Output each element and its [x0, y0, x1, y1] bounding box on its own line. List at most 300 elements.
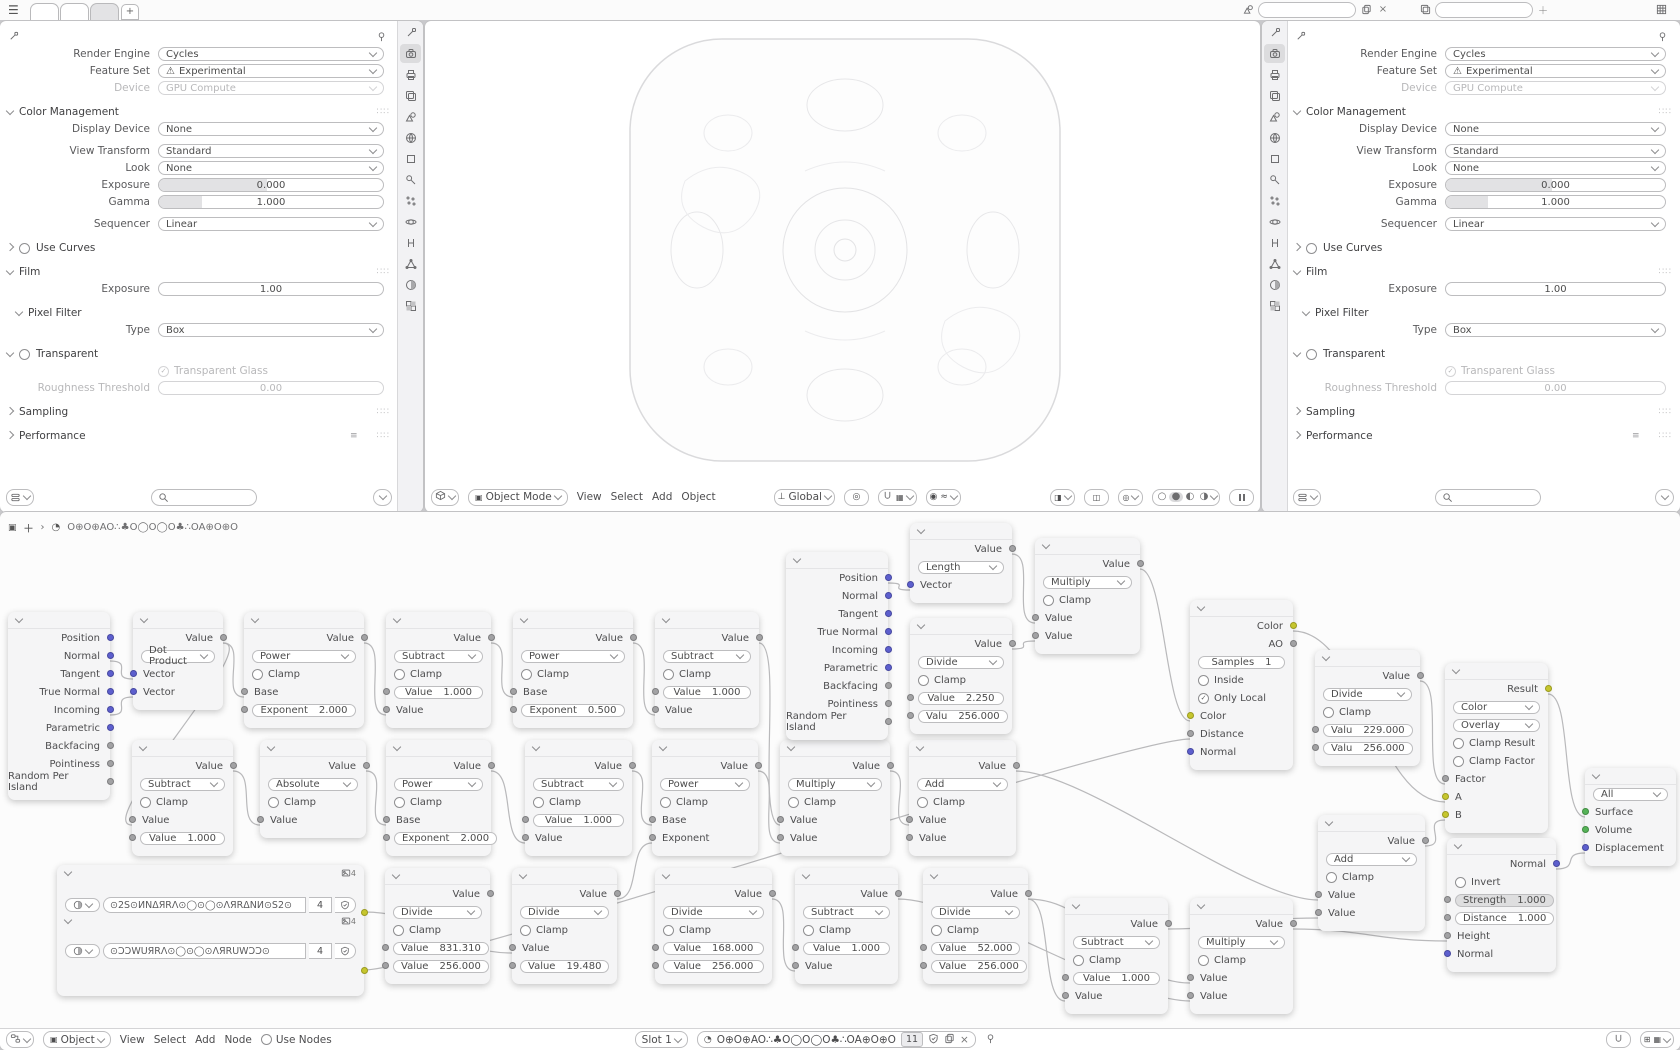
- input-socket-value[interactable]: [906, 816, 913, 823]
- properties-search-input[interactable]: [1457, 491, 1521, 503]
- output-socket-ao[interactable]: [1290, 640, 1297, 647]
- value-socket[interactable]: [522, 816, 529, 823]
- node-power[interactable]: [652, 740, 758, 856]
- value-socket[interactable]: [510, 706, 517, 713]
- collapse-icon[interactable]: [392, 871, 400, 879]
- input-socket-base[interactable]: [649, 816, 656, 823]
- node-header[interactable]: [795, 868, 898, 885]
- checkbox-clamp[interactable]: [795, 925, 851, 936]
- output-socket-pointiness[interactable]: [885, 700, 892, 707]
- collapse-icon[interactable]: [793, 555, 801, 563]
- operation-dropdown[interactable]: [1453, 701, 1540, 714]
- section-film[interactable]: [0, 264, 398, 280]
- snapping-button[interactable]: [1606, 1031, 1631, 1048]
- input-socket-value[interactable]: [777, 816, 784, 823]
- collapse-icon[interactable]: [916, 743, 924, 751]
- shading-solid-active[interactable]: ●: [1169, 492, 1183, 502]
- value-socket[interactable]: [1062, 974, 1069, 981]
- value-socket[interactable]: [383, 834, 390, 841]
- operation-dropdown[interactable]: [1198, 936, 1285, 949]
- node-header[interactable]: [57, 913, 364, 929]
- pivot-point-button[interactable]: ◎: [844, 489, 869, 506]
- properties-tab-scene[interactable]: [1264, 107, 1285, 126]
- input-socket-value[interactable]: [129, 816, 136, 823]
- collapse-icon[interactable]: [1322, 653, 1330, 661]
- collapse-icon[interactable]: [917, 621, 925, 629]
- collapse-icon[interactable]: [139, 743, 147, 751]
- checkbox-transparent-glass[interactable]: ✓: [158, 366, 169, 377]
- value-socket[interactable]: [652, 688, 659, 695]
- output-socket-value[interactable]: [1165, 920, 1172, 927]
- checkbox-inside[interactable]: [1190, 675, 1244, 686]
- value-field-exponent[interactable]: [394, 832, 497, 845]
- collapse-icon[interactable]: [532, 743, 540, 751]
- checkbox-clamp[interactable]: [1065, 955, 1121, 966]
- output-socket-random-per-island[interactable]: [885, 718, 892, 725]
- shading-wireframe[interactable]: ○: [1157, 491, 1167, 502]
- collapse-icon[interactable]: [930, 871, 938, 879]
- node-header[interactable]: [1445, 663, 1548, 680]
- node-header[interactable]: [1585, 768, 1676, 785]
- node-divide[interactable]: [385, 868, 490, 984]
- value-field-value[interactable]: [663, 686, 751, 699]
- xray-toggle[interactable]: ◫: [1084, 489, 1109, 506]
- prop-field-look[interactable]: [1445, 161, 1666, 175]
- node-link[interactable]: [233, 771, 260, 825]
- input-socket-normal[interactable]: [1444, 950, 1451, 957]
- value-socket[interactable]: [1312, 726, 1319, 733]
- input-socket-value[interactable]: [1032, 632, 1039, 639]
- value-field-value[interactable]: [931, 942, 1020, 955]
- node-header[interactable]: [512, 868, 617, 885]
- value-field-exponent[interactable]: [252, 704, 356, 717]
- node-length[interactable]: [910, 523, 1012, 603]
- properties-tab-view-layer[interactable]: [400, 86, 421, 105]
- collapse-icon[interactable]: [1454, 841, 1462, 849]
- overlays-dropdown[interactable]: ◎: [1118, 489, 1143, 506]
- checkbox-transparent-glass[interactable]: ✓: [1445, 366, 1456, 377]
- shading-material[interactable]: ◐: [1185, 491, 1195, 502]
- node-header[interactable]: [1315, 650, 1420, 667]
- output-socket-backfacing[interactable]: [107, 742, 114, 749]
- properties-tab-tool[interactable]: [1264, 23, 1285, 42]
- use-nodes-checkbox[interactable]: Use Nodes: [261, 1034, 332, 1046]
- copy-scene-icon[interactable]: [1359, 3, 1373, 17]
- editor-type-button[interactable]: [431, 489, 459, 506]
- properties-tab-output[interactable]: [1264, 65, 1285, 84]
- input-socket-value[interactable]: [1187, 992, 1194, 999]
- value-field-value[interactable]: [663, 942, 764, 955]
- value-field-samples[interactable]: [1198, 656, 1285, 669]
- operation-dropdown[interactable]: [140, 778, 225, 791]
- node-geometry[interactable]: [786, 552, 888, 740]
- pin-icon[interactable]: [1657, 27, 1668, 46]
- node-header[interactable]: [923, 868, 1028, 885]
- input-socket-base[interactable]: [241, 688, 248, 695]
- section-film[interactable]: [1287, 264, 1680, 280]
- operation-dropdown[interactable]: [663, 650, 751, 663]
- checkbox-clamp[interactable]: [1318, 872, 1374, 883]
- menu-node[interactable]: Node: [224, 1033, 252, 1046]
- value-field-value[interactable]: [663, 960, 764, 973]
- checkbox-clamp[interactable]: [386, 797, 442, 808]
- input-socket-b[interactable]: [1442, 811, 1449, 818]
- editor-type-button[interactable]: [6, 1031, 34, 1048]
- value-socket[interactable]: [792, 944, 799, 951]
- output-socket-position[interactable]: [107, 634, 114, 641]
- input-socket-vector[interactable]: [130, 688, 137, 695]
- prop-field-sequencer[interactable]: [1445, 217, 1666, 231]
- checkbox-clamp-result[interactable]: [1445, 738, 1535, 749]
- output-socket-incoming[interactable]: [107, 706, 114, 713]
- input-socket-surface[interactable]: [1582, 808, 1589, 815]
- section-checkbox[interactable]: [1306, 243, 1317, 254]
- output-socket-value[interactable]: [1417, 672, 1424, 679]
- node-link[interactable]: [1140, 569, 1190, 721]
- input-socket-color[interactable]: [1187, 712, 1194, 719]
- node-header[interactable]: [910, 618, 1012, 635]
- input-socket-value[interactable]: [1032, 614, 1039, 621]
- input-socket-exponent[interactable]: [649, 834, 656, 841]
- pause-render-button[interactable]: [1229, 489, 1254, 506]
- prop-field-exposure[interactable]: [1445, 178, 1666, 192]
- value-field-value[interactable]: [140, 832, 225, 845]
- input-socket-distance[interactable]: [1187, 730, 1194, 737]
- collapse-icon[interactable]: [15, 615, 23, 623]
- value-field-value[interactable]: [533, 814, 624, 827]
- input-socket-value[interactable]: [522, 834, 529, 841]
- list-icon[interactable]: ≡: [1632, 431, 1641, 441]
- input-socket-factor[interactable]: [1442, 775, 1449, 782]
- operation-dropdown[interactable]: [663, 906, 764, 919]
- value-field-valu[interactable]: [1323, 724, 1413, 737]
- node-header[interactable]: [786, 552, 888, 569]
- output-socket-value[interactable]: [488, 634, 495, 641]
- node-multiply[interactable]: [780, 740, 890, 856]
- node-link[interactable]: [110, 661, 133, 679]
- checkbox-clamp[interactable]: [244, 669, 300, 680]
- value-socket[interactable]: [652, 944, 659, 951]
- output-socket-value[interactable]: [1009, 545, 1016, 552]
- value-field-value[interactable]: [1073, 972, 1160, 985]
- checkbox-only-local[interactable]: ✓ Only Local: [1190, 693, 1266, 704]
- checkbox-clamp[interactable]: [260, 797, 316, 808]
- properties-tab-render[interactable]: [400, 44, 421, 63]
- collapse-icon[interactable]: [787, 743, 795, 751]
- node-divide[interactable]: [655, 868, 772, 984]
- output-socket-result[interactable]: [1545, 685, 1552, 692]
- prop-field-gamma[interactable]: [1445, 195, 1666, 209]
- input-socket-value[interactable]: [1187, 974, 1194, 981]
- node-header[interactable]: [1318, 815, 1425, 832]
- collapse-icon[interactable]: [662, 615, 670, 623]
- node-power[interactable]: [386, 740, 491, 856]
- value-socket[interactable]: [241, 706, 248, 713]
- properties-tab-modifiers[interactable]: [400, 170, 421, 189]
- viewport-3d[interactable]: [425, 21, 1260, 512]
- collapse-icon[interactable]: [662, 871, 670, 879]
- input-socket-value[interactable]: [383, 706, 390, 713]
- input-socket-height[interactable]: [1444, 932, 1451, 939]
- material-users-count[interactable]: 11: [901, 1032, 923, 1047]
- operation-dropdown[interactable]: [918, 561, 1004, 574]
- prop-field-gamma[interactable]: [158, 195, 384, 209]
- value-socket[interactable]: [907, 694, 914, 701]
- operation-dropdown[interactable]: [268, 778, 358, 791]
- shader-type-dropdown[interactable]: ▣ Object: [43, 1031, 111, 1048]
- collapse-icon[interactable]: [1072, 901, 1080, 909]
- node-link[interactable]: [772, 899, 795, 971]
- node-header[interactable]: [1065, 898, 1168, 915]
- node-subtract[interactable]: [1065, 898, 1168, 1014]
- unlink-icon[interactable]: ×: [960, 1033, 969, 1046]
- value-field-strength[interactable]: [1455, 894, 1554, 907]
- node-subtract[interactable]: [795, 868, 898, 984]
- output-socket-value[interactable]: [1013, 762, 1020, 769]
- operation-dropdown[interactable]: [660, 778, 750, 791]
- input-socket-displacement[interactable]: [1582, 844, 1589, 851]
- checkbox-clamp[interactable]: [655, 925, 711, 936]
- output-socket-color[interactable]: [1290, 622, 1297, 629]
- overlays-dropdown[interactable]: ⊞ ▦: [1640, 1031, 1674, 1048]
- collapse-icon[interactable]: [519, 871, 527, 879]
- transform-orientation-dropdown[interactable]: ⊥ Global: [774, 489, 835, 506]
- image-name-field[interactable]: ⊙2S⊙ИNΔЯRΛ⊙◯⊙◯⊙ΛЯRΔNИ⊙S2⊙: [103, 897, 306, 913]
- output-socket-position[interactable]: [885, 574, 892, 581]
- node-header[interactable]: [910, 523, 1012, 540]
- node-header[interactable]: [386, 612, 491, 629]
- prop-field-feature-set[interactable]: [158, 64, 384, 78]
- node-link[interactable]: [364, 643, 386, 715]
- workspace-tab-3-active[interactable]: [90, 3, 119, 21]
- node-divide[interactable]: [923, 868, 1028, 984]
- prop-field-type[interactable]: [158, 323, 384, 337]
- collapse-icon[interactable]: [64, 916, 72, 924]
- section-sampling[interactable]: [1287, 404, 1680, 420]
- node-header[interactable]: [386, 740, 491, 757]
- properties-tab-material[interactable]: [1264, 275, 1285, 294]
- node-header[interactable]: [244, 612, 364, 629]
- input-socket-normal[interactable]: [1187, 748, 1194, 755]
- collapse-icon[interactable]: [917, 526, 925, 534]
- menu-view[interactable]: View: [576, 491, 602, 503]
- node-canvas[interactable]: [0, 512, 1680, 1028]
- checkbox-clamp[interactable]: [386, 669, 442, 680]
- input-socket-value[interactable]: [777, 834, 784, 841]
- operation-dropdown[interactable]: [1043, 576, 1132, 589]
- pin-icon[interactable]: [985, 1033, 996, 1047]
- properties-tab-texture[interactable]: [1264, 296, 1285, 315]
- image-users-count[interactable]: 4: [309, 943, 332, 959]
- output-socket-value[interactable]: [755, 762, 762, 769]
- value-field-value[interactable]: [520, 960, 609, 973]
- view-layer-name-field[interactable]: [1435, 2, 1533, 18]
- fake-user-shield-icon[interactable]: [335, 943, 356, 959]
- input-socket-value[interactable]: [1315, 891, 1322, 898]
- node-header[interactable]: [385, 868, 490, 885]
- grid-icon[interactable]: [1654, 3, 1668, 17]
- mode-dropdown[interactable]: ▣ Object Mode: [468, 489, 568, 506]
- node-link[interactable]: [1556, 853, 1585, 869]
- section-color-management[interactable]: [1287, 104, 1680, 120]
- checkbox-clamp[interactable]: [910, 675, 966, 686]
- section-use-curves[interactable]: [0, 240, 398, 256]
- list-icon[interactable]: ≡: [350, 431, 359, 441]
- output-socket-value[interactable]: [1422, 837, 1429, 844]
- collapse-icon[interactable]: [1042, 541, 1050, 549]
- properties-tab-output[interactable]: [400, 65, 421, 84]
- input-socket-value[interactable]: [906, 834, 913, 841]
- checkbox-invert[interactable]: [1447, 877, 1500, 888]
- node-divide[interactable]: [1315, 650, 1420, 766]
- properties-tab-scene[interactable]: [400, 107, 421, 126]
- output-socket-value[interactable]: [629, 762, 636, 769]
- output-socket-tangent[interactable]: [885, 610, 892, 617]
- output-socket-value[interactable]: [756, 634, 763, 641]
- properties-tab-world[interactable]: [400, 128, 421, 147]
- output-socket-value[interactable]: [614, 890, 621, 897]
- node-header[interactable]: [132, 740, 233, 757]
- collapse-icon[interactable]: [802, 871, 810, 879]
- input-socket-value[interactable]: [257, 816, 264, 823]
- value-socket[interactable]: [907, 712, 914, 719]
- checkbox-clamp-factor[interactable]: [1445, 756, 1535, 767]
- node-header[interactable]: [652, 740, 758, 757]
- properties-tab-object[interactable]: [400, 149, 421, 168]
- value-field-value[interactable]: [393, 960, 489, 973]
- input-socket-a[interactable]: [1442, 793, 1449, 800]
- prop-field-roughness-threshold[interactable]: [158, 381, 384, 395]
- output-socket-value[interactable]: [887, 762, 894, 769]
- add-workspace-button[interactable]: +: [121, 4, 139, 20]
- output-socket-value[interactable]: [769, 890, 776, 897]
- node-header[interactable]: [1447, 838, 1556, 855]
- operation-dropdown[interactable]: [1073, 936, 1160, 949]
- node-header[interactable]: [1190, 600, 1293, 617]
- value-socket[interactable]: [382, 962, 389, 969]
- output-socket-backfacing[interactable]: [885, 682, 892, 689]
- checkbox-clamp[interactable]: [655, 669, 711, 680]
- add-view-layer-icon[interactable]: ＋: [1538, 6, 1548, 17]
- value-socket[interactable]: [920, 944, 927, 951]
- collapse-icon[interactable]: [1197, 603, 1205, 611]
- operation-dropdown[interactable]: [788, 778, 882, 791]
- operation-dropdown[interactable]: [521, 650, 625, 663]
- node-all[interactable]: [1585, 768, 1676, 866]
- node-link[interactable]: [1548, 694, 1585, 817]
- properties-tab-physics[interactable]: [400, 212, 421, 231]
- node-subtract[interactable]: [655, 612, 759, 728]
- menu-object[interactable]: Object: [681, 491, 716, 503]
- value-socket[interactable]: [383, 688, 390, 695]
- output-socket-value[interactable]: [1290, 920, 1297, 927]
- image-datablock-dropdown[interactable]: [65, 898, 100, 912]
- node-absolute[interactable]: [260, 740, 366, 838]
- node-header[interactable]: [780, 740, 890, 757]
- image-datablock-dropdown[interactable]: [65, 944, 100, 958]
- node-link[interactable]: [633, 643, 655, 715]
- operation-dropdown[interactable]: [931, 906, 1020, 919]
- node-link[interactable]: [1016, 771, 1318, 900]
- properties-search[interactable]: [151, 489, 257, 506]
- operation-dropdown[interactable]: [520, 906, 609, 919]
- value-field-valu[interactable]: [918, 710, 1008, 723]
- output-socket-value[interactable]: [220, 634, 227, 641]
- prop-field-render-engine[interactable]: [158, 47, 384, 61]
- node-add[interactable]: [909, 740, 1016, 856]
- collapse-icon[interactable]: [1325, 818, 1333, 826]
- properties-tab-constraints[interactable]: [400, 233, 421, 252]
- value-socket[interactable]: [652, 962, 659, 969]
- operation-dropdown[interactable]: [1323, 688, 1412, 701]
- value-field-value[interactable]: [918, 692, 1004, 705]
- node-link[interactable]: [491, 771, 525, 843]
- operation-dropdown[interactable]: [917, 778, 1008, 791]
- collapse-icon[interactable]: [1592, 771, 1600, 779]
- collapse-icon[interactable]: [64, 868, 72, 876]
- node-header[interactable]: [525, 740, 632, 757]
- input-socket-value[interactable]: [1315, 909, 1322, 916]
- output-socket-value[interactable]: [630, 634, 637, 641]
- section-checkbox[interactable]: [19, 349, 30, 360]
- output-socket-value[interactable]: [1009, 640, 1016, 647]
- output-socket-incoming[interactable]: [885, 646, 892, 653]
- section-performance[interactable]: [1287, 428, 1680, 444]
- fake-user-shield-icon[interactable]: [928, 1033, 939, 1047]
- properties-tab-world[interactable]: [1264, 128, 1285, 147]
- prop-field-view-transform[interactable]: [158, 144, 384, 158]
- section-pixel-filter[interactable]: [1287, 305, 1680, 321]
- pin-icon[interactable]: [376, 27, 387, 46]
- checkbox-clamp[interactable]: [1190, 955, 1246, 966]
- section-sampling[interactable]: [0, 404, 398, 420]
- prop-field-device[interactable]: [158, 81, 384, 95]
- output-socket-value[interactable]: [1137, 560, 1144, 567]
- operation-dropdown[interactable]: [393, 906, 482, 919]
- snapping-button[interactable]: ▦: [878, 489, 917, 506]
- menu-view[interactable]: View: [119, 1033, 145, 1046]
- workspace-tab-2[interactable]: [60, 3, 89, 21]
- operation-dropdown[interactable]: [394, 778, 483, 791]
- output-socket-normal[interactable]: [107, 652, 114, 659]
- section-checkbox[interactable]: [1306, 349, 1317, 360]
- section-transparent[interactable]: [0, 346, 398, 362]
- prop-field-look[interactable]: [158, 161, 384, 175]
- collapse-icon[interactable]: [659, 743, 667, 751]
- checkbox-clamp[interactable]: [132, 797, 188, 808]
- output-socket-value[interactable]: [895, 890, 902, 897]
- shading-rendered[interactable]: ◑: [1199, 491, 1209, 502]
- output-socket-value[interactable]: [363, 762, 370, 769]
- output-socket-value[interactable]: [230, 762, 237, 769]
- node-header[interactable]: [513, 612, 633, 629]
- collapse-icon[interactable]: [393, 743, 401, 751]
- output-socket-true-normal[interactable]: [885, 628, 892, 635]
- value-socket[interactable]: [129, 834, 136, 841]
- output-socket-random-per-island[interactable]: [107, 778, 114, 785]
- node-header[interactable]: [655, 868, 772, 885]
- operation-dropdown[interactable]: [918, 656, 1004, 669]
- properties-tab-view-layer[interactable]: [1264, 86, 1285, 105]
- node-image-texture-frame[interactable]: [57, 865, 364, 996]
- properties-tab-material[interactable]: [400, 275, 421, 294]
- properties-tab-modifiers[interactable]: [1264, 170, 1285, 189]
- image-users-count[interactable]: 4: [309, 897, 332, 913]
- node-header[interactable]: [1035, 538, 1140, 555]
- operation-dropdown[interactable]: [141, 645, 215, 667]
- node-link[interactable]: [1028, 899, 1065, 1001]
- value-field-distance[interactable]: [1455, 912, 1554, 925]
